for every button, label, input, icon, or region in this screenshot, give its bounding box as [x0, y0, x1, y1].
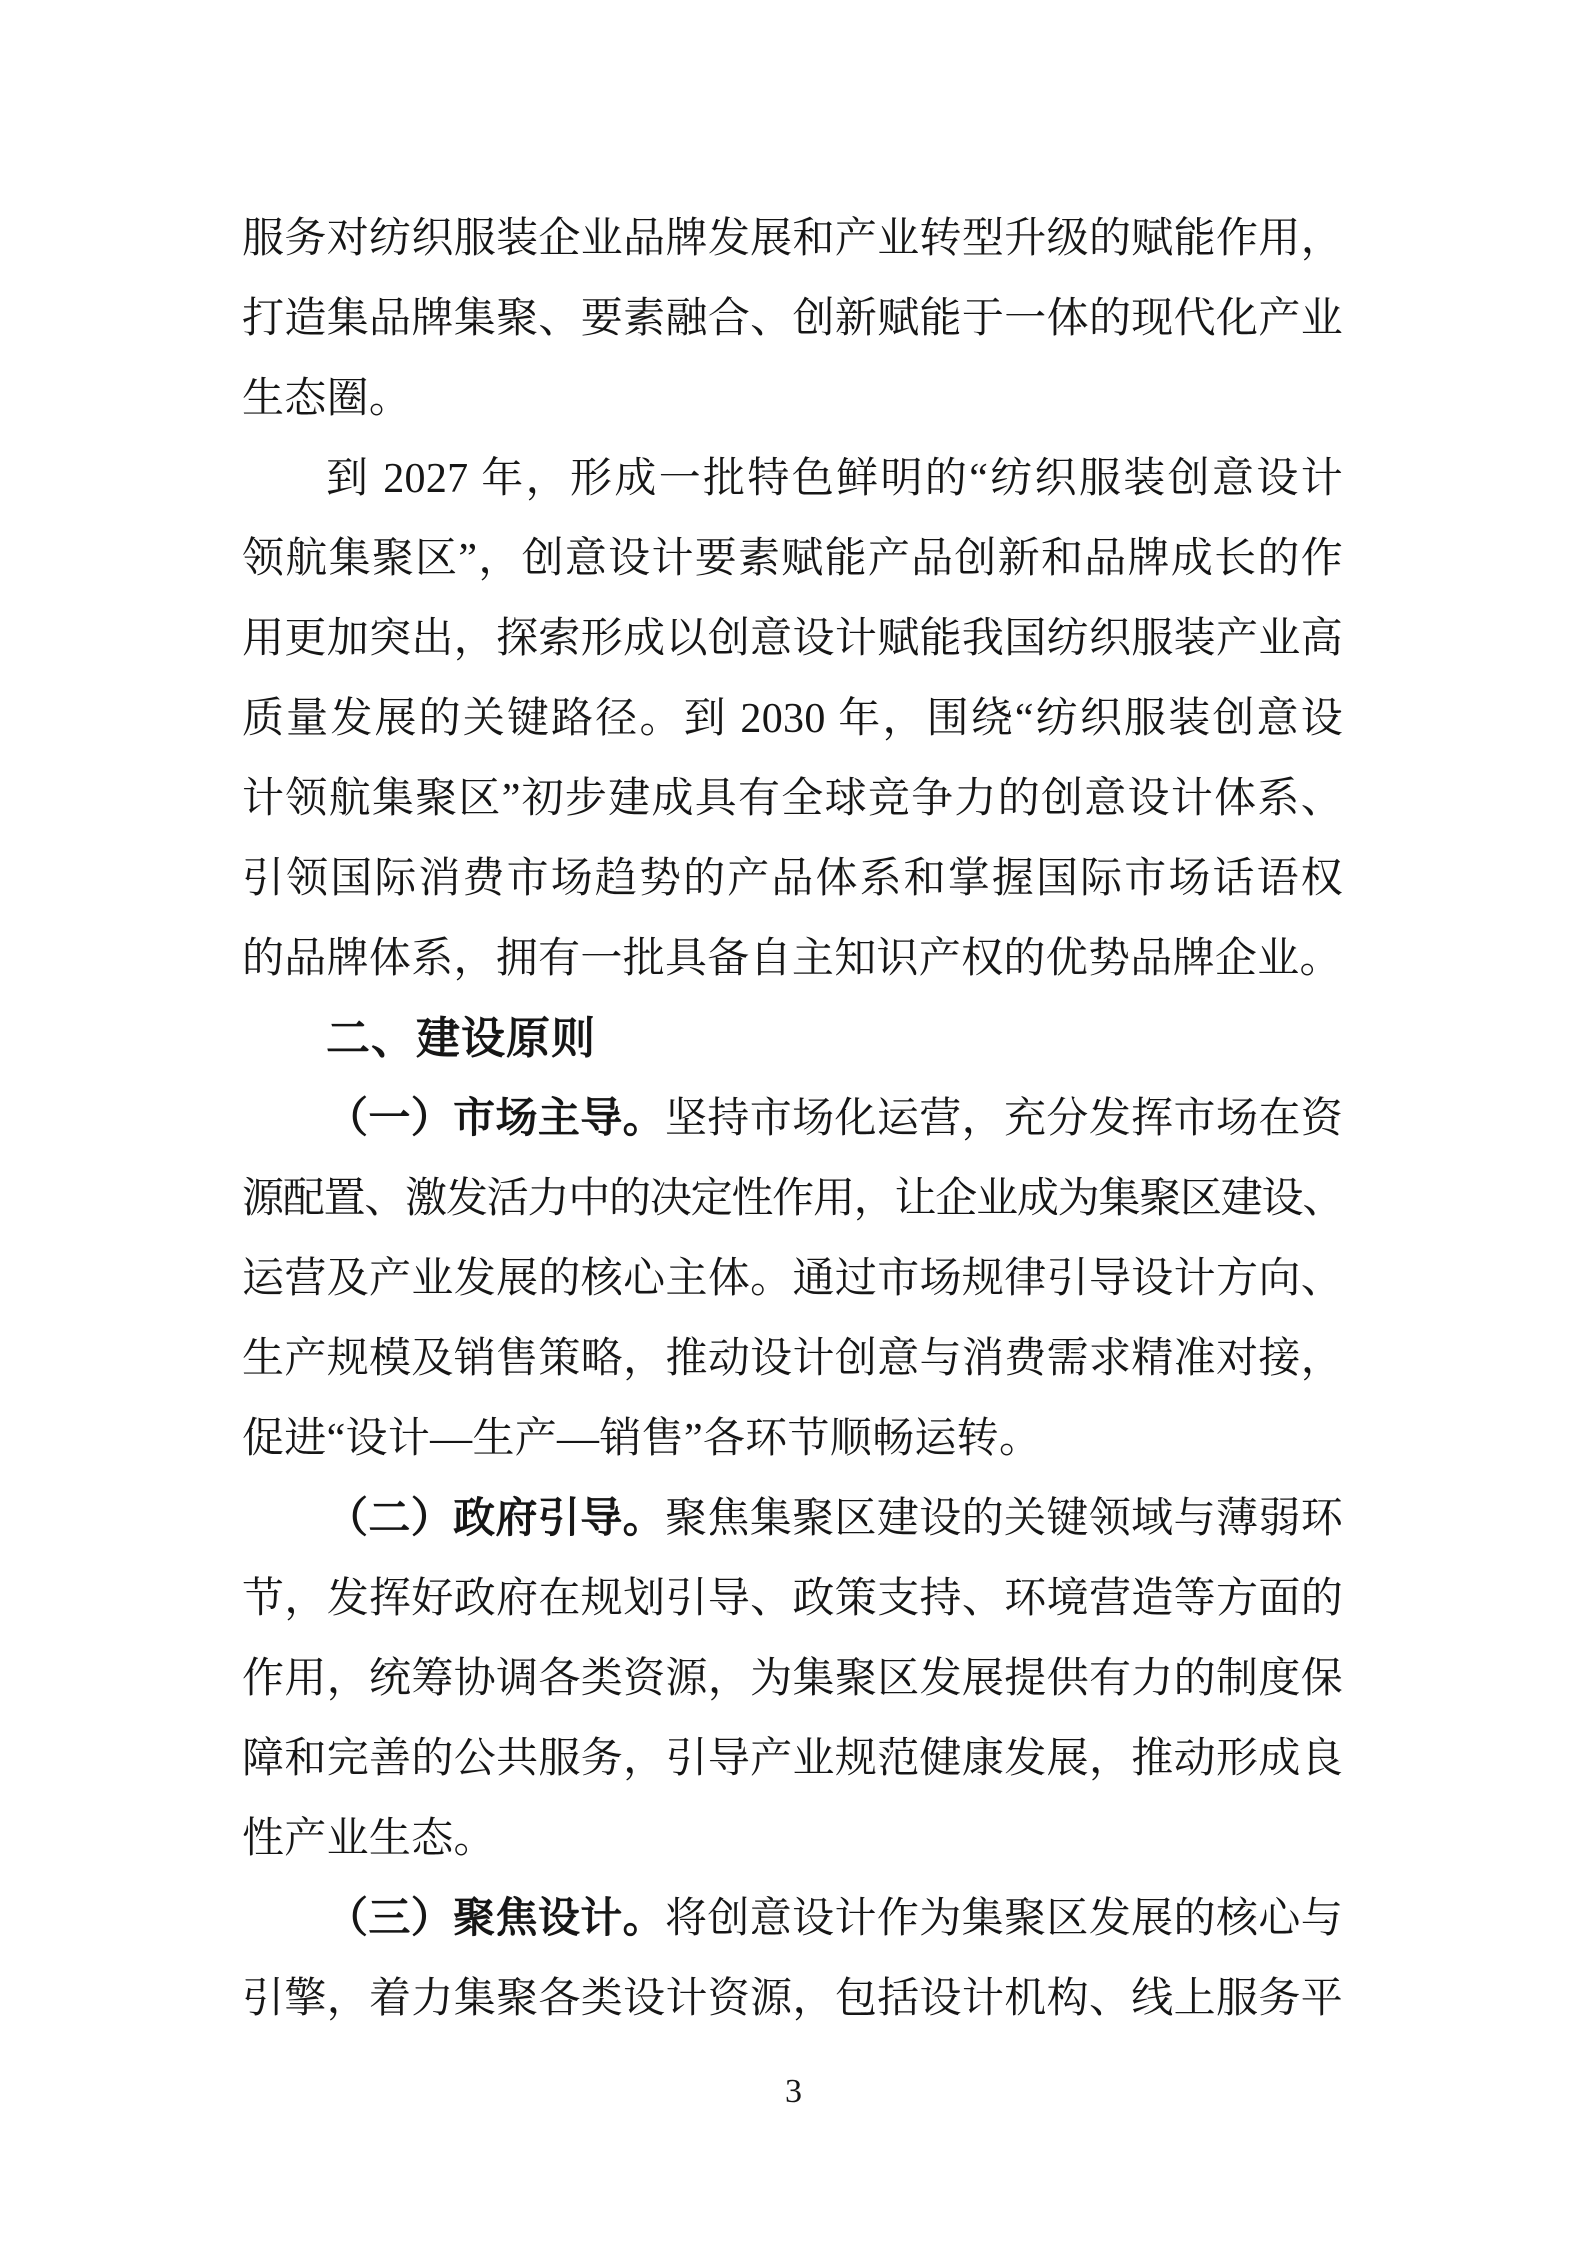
text-line: 到 2027 年，形成一批特色鲜明的“纺织服装创意设计: [326, 456, 1343, 502]
text-line: 节，发挥好政府在规划引导、政策支持、环境营造等方面的: [242, 1576, 1343, 1622]
text-line: 促进“设计—生产—销售”各环节顺畅运转。: [242, 1416, 1042, 1462]
text-line: 打造集品牌集聚、要素融合、创新赋能于一体的现代化产业: [242, 296, 1343, 342]
text-line: 障和完善的公共服务，引导产业规范健康发展，推动形成良: [242, 1736, 1343, 1782]
text-line: 领航集聚区”，创意设计要素赋能产品创新和品牌成长的作: [242, 536, 1343, 582]
text-line: 计领航集聚区”初步建成具有全球竞争力的创意设计体系、: [242, 776, 1343, 822]
section-heading: 二、建设原则: [326, 1014, 596, 1063]
text-line: 的品牌体系，拥有一批具备自主知识产权的优势品牌企业。: [242, 936, 1342, 982]
text-line: （一）市场主导。坚持市场化运营，充分发挥市场在资: [326, 1096, 1343, 1142]
text-line: （二）政府引导。聚焦集聚区建设的关键领域与薄弱环: [326, 1496, 1343, 1542]
text-line: 生产规模及销售策略，推动设计创意与消费需求精准对接，: [242, 1336, 1343, 1382]
document-body: [242, 199, 1343, 2039]
paragraph-lead-in: （二）政府引导。: [326, 1496, 666, 1542]
paragraph-lead-in: （三）聚焦设计。: [326, 1896, 666, 1942]
text-line: 作用，统筹协调各类资源，为集聚区发展提供有力的制度保: [242, 1656, 1343, 1702]
page-footer: [0, 2072, 1587, 2112]
text-line: 引擎，着力集聚各类设计资源，包括设计机构、线上服务平: [242, 1976, 1343, 2022]
text-line: 生态圈。: [242, 376, 412, 422]
text-line: 运营及产业发展的核心主体。通过市场规律引导设计方向、: [242, 1256, 1343, 1302]
page-number: 3: [785, 2073, 802, 2110]
text-line: 质量发展的关键路径。到 2030 年，围绕“纺织服装创意设: [242, 696, 1343, 742]
text-line: 用更加突出，探索形成以创意设计赋能我国纺织服装产业高: [242, 616, 1343, 662]
text-line: 性产业生态。: [242, 1816, 496, 1862]
text-line: （三）聚焦设计。将创意设计作为集聚区发展的核心与: [326, 1896, 1343, 1942]
text-line: 服务对纺织服装企业品牌发展和产业转型升级的赋能作用，: [242, 216, 1343, 262]
text-line: 源配置、激发活力中的决定性作用，让企业成为集聚区建设、: [242, 1176, 1343, 1222]
paragraph-lead-in: （一）市场主导。: [326, 1096, 666, 1142]
text-line: 引领国际消费市场趋势的产品体系和掌握国际市场话语权: [242, 856, 1343, 902]
